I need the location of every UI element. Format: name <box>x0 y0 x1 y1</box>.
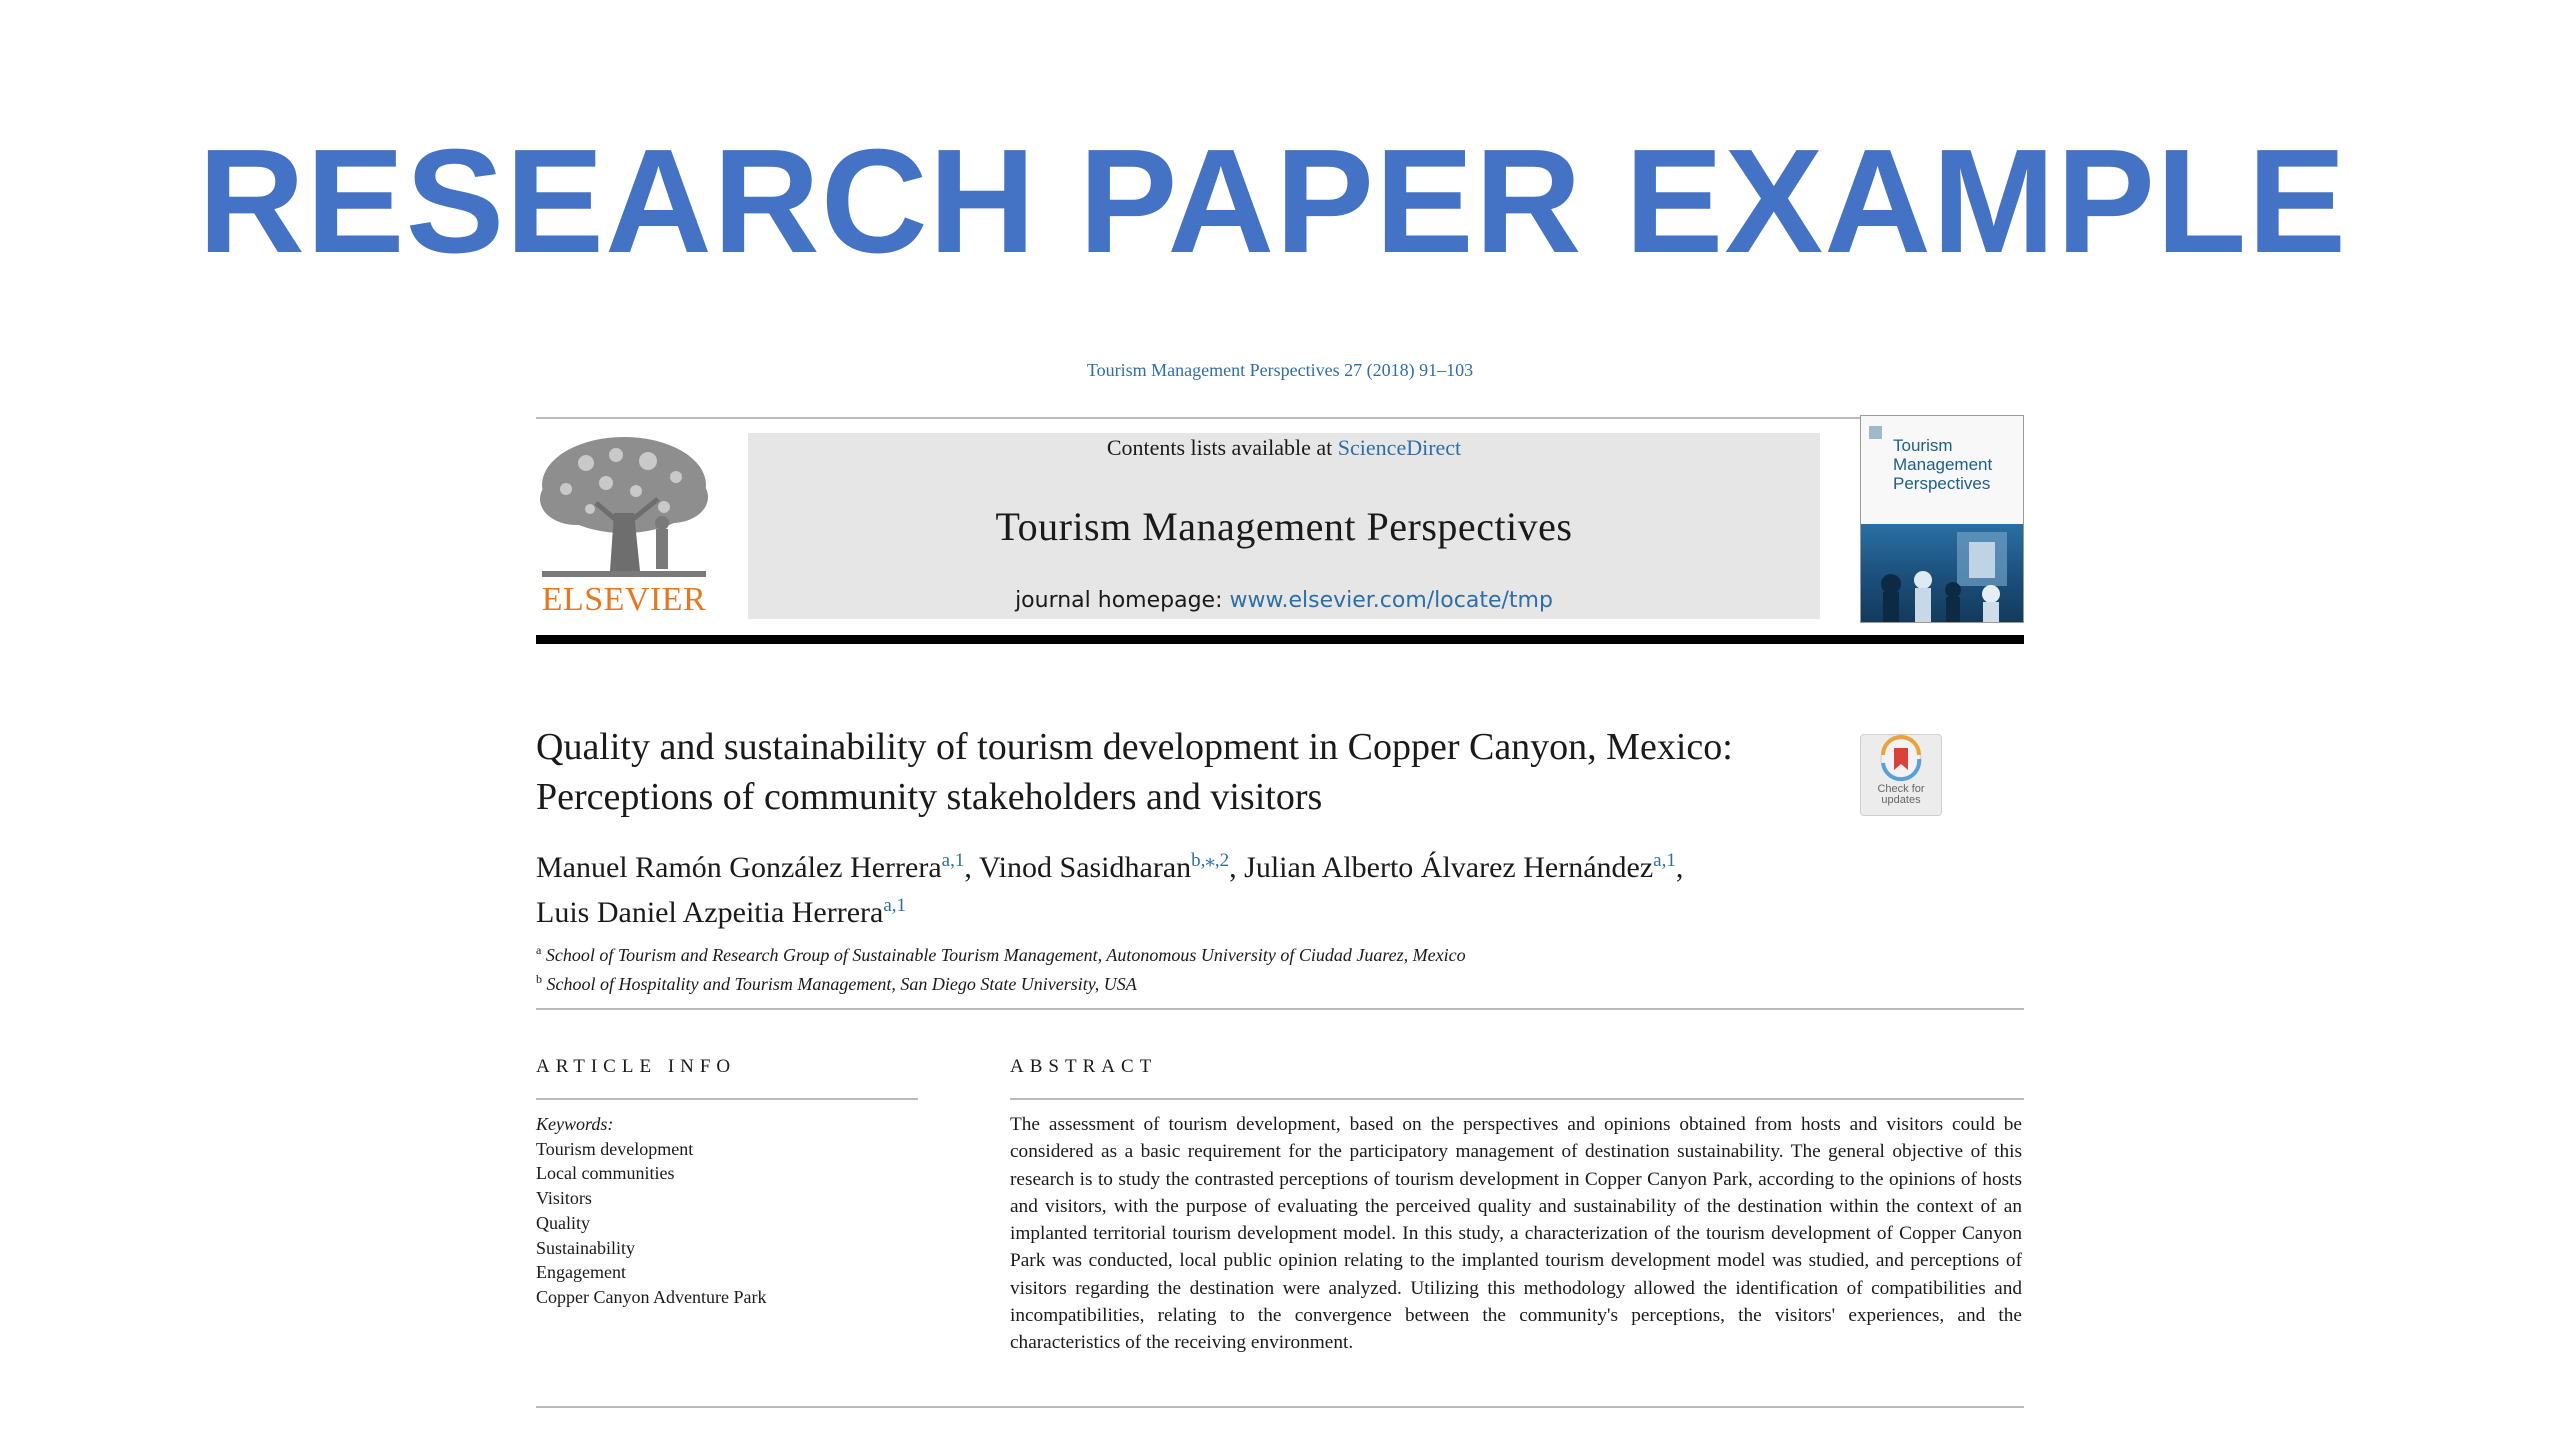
check-updates-label: Check for updates <box>1877 783 1925 806</box>
bottom-rule <box>536 1406 2024 1408</box>
author-name[interactable]: Manuel Ramón González Herrera <box>536 851 942 884</box>
author-separator: , <box>1675 851 1684 884</box>
sciencedirect-link[interactable]: ScienceDirect <box>1337 435 1462 460</box>
article-info-heading: ARTICLE INFO <box>536 1056 737 1077</box>
contents-prefix: Contents lists available at <box>1106 435 1338 460</box>
cover-photo-icon <box>1861 524 2023 622</box>
homepage-prefix: journal homepage: <box>1015 588 1230 613</box>
affiliations <box>536 938 1936 996</box>
affiliation-text: School of Hospitality and Tourism Management, San Diego State University, USA <box>546 974 1137 994</box>
cover-header <box>1861 416 2023 524</box>
article-info-rule <box>536 1098 918 1100</box>
check-updates-icon <box>1861 735 1941 785</box>
journal-homepage <box>748 588 1820 613</box>
journal-name: Tourism Management Perspectives <box>995 504 1573 549</box>
affiliation-mark: b <box>536 972 542 986</box>
cover-logo-icon <box>1869 426 1882 439</box>
author-name[interactable]: Vinod Sasidharan <box>978 851 1192 884</box>
slide-title: RESEARCH PAPER EXAMPLE <box>198 119 2348 284</box>
check-for-updates-badge[interactable] <box>1860 734 1942 816</box>
keyword-item: Quality <box>536 1212 590 1233</box>
author-name[interactable]: Luis Daniel Azpeitia Herrera <box>536 896 884 929</box>
author-superscript[interactable]: a,1 <box>883 895 907 916</box>
elsevier-tree-icon <box>536 433 712 579</box>
author-separator: , <box>964 851 979 884</box>
affiliation-b <box>536 967 1936 996</box>
author-name[interactable]: Julian Alberto Álvarez Hernández <box>1244 851 1654 884</box>
cover-photo <box>1861 524 2023 622</box>
author-list <box>536 842 1936 932</box>
affiliation-text: School of Tourism and Research Group of Sustainable Tourism Management, Autonomous University of Ciudad Juarez, Mexico <box>545 945 1466 965</box>
header-divider <box>536 635 2024 644</box>
author-separator: , <box>1229 851 1245 884</box>
journal-header-box <box>748 433 1820 619</box>
top-rule <box>536 417 2024 419</box>
contents-available <box>748 433 1820 461</box>
keyword-item: Tourism development <box>536 1138 694 1159</box>
affiliation-divider <box>536 1008 2024 1010</box>
author-superscript[interactable]: b,⁎,2 <box>1191 850 1230 871</box>
keyword-item: Copper Canyon Adventure Park <box>536 1286 767 1307</box>
author-superscript[interactable]: a,1 <box>941 850 965 871</box>
abstract-rule <box>1010 1098 2024 1100</box>
abstract-heading: ABSTRACT <box>1010 1056 1158 1077</box>
journal-cover[interactable] <box>1860 415 2024 623</box>
keywords-block <box>536 1112 916 1310</box>
keyword-item: Local communities <box>536 1163 675 1184</box>
elsevier-wordmark: ELSEVIER <box>541 581 707 618</box>
keyword-item: Engagement <box>536 1262 626 1283</box>
affiliation-a <box>536 938 1936 967</box>
journal-citation[interactable]: Tourism Management Perspectives 27 (2018) 91–103 <box>1086 360 1474 380</box>
paper-title: Quality and sustainability of tourism development in Copper Canyon, Mexico: Perceptions of community stakeholders and visitors <box>536 726 1733 818</box>
homepage-link[interactable]: www.elsevier.com/locate/tmp <box>1229 588 1553 613</box>
affiliation-mark: a <box>536 943 542 957</box>
keyword-item: Sustainability <box>536 1237 635 1258</box>
keyword-item: Visitors <box>536 1188 592 1209</box>
keywords-label: Keywords: <box>536 1114 614 1134</box>
author-superscript[interactable]: a,1 <box>1653 850 1676 871</box>
abstract-text: The assessment of tourism development, based on the perspectives and opinions obtained from hosts and visitors could be considered as a basic requirement for the participatory management of destination sustainability. The general objective of this research is to study the contrasted perceptions of tourism development in Copper Canyon Park, according to the opinions of hosts and visitors, with the purpose of evaluating the perceived quality and sustainability of the destination within the context of an implanted territorial tourism development model. In this study, a characterization of the tourism development of Copper Canyon Park was conducted, local public opinion relating to the implanted tourism development model was studied, and perceptions of visitors regarding the destination were analyzed. Utilizing this methodology allowed the identification of compatibilities and incompatibilities, relating to the convergence between the community's perceptions, the visitors' experiences, and the characteristics of the receiving environment. <box>1010 1114 2022 1354</box>
elsevier-logo[interactable] <box>536 433 712 619</box>
cover-title: Tourism Management Perspectives <box>1893 436 1993 493</box>
